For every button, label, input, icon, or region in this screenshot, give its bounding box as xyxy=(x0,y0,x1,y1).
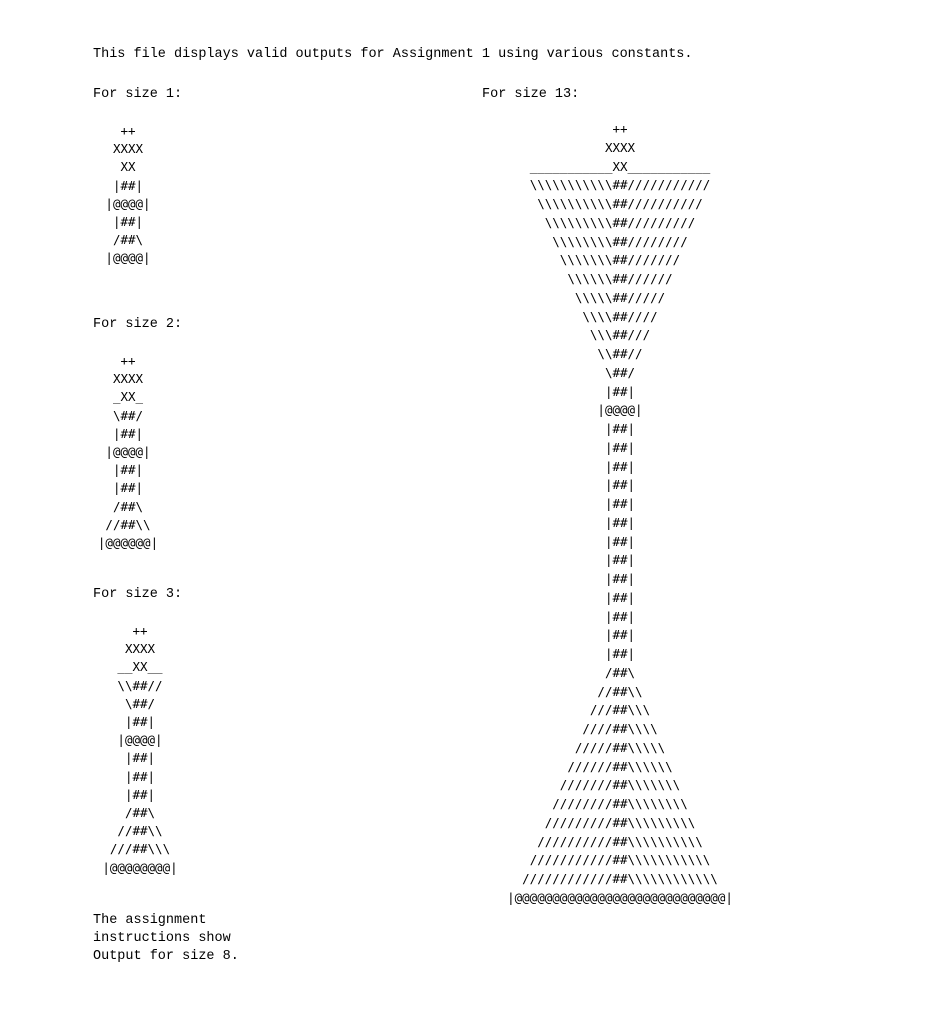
art-line: |@@@@| xyxy=(105,444,151,460)
art-line: //////////##\\\\\\\\\\ xyxy=(537,833,703,849)
art-line: /////////##\\\\\\\\\ xyxy=(544,814,696,830)
art-line: ++ xyxy=(132,623,148,638)
art-line: \##/ xyxy=(112,407,144,423)
art-line: ___________XX___________ xyxy=(529,158,711,174)
art-line: _XX_ xyxy=(112,389,144,405)
art-line: |@@@@@@| xyxy=(97,535,159,551)
art-line: |##| xyxy=(604,627,636,643)
art-line: |##| xyxy=(604,571,636,586)
art-line: \\\\\\\##/////// xyxy=(559,252,681,268)
art-line: /##\ xyxy=(124,805,156,821)
art-line: |##| xyxy=(124,714,156,730)
art-line: |##| xyxy=(604,496,636,511)
art-line: \\\\\\\\\##///////// xyxy=(544,214,696,230)
art-line: //##\\ xyxy=(105,516,151,532)
art-line: /##\ xyxy=(112,232,144,248)
heading-size-3: For size 3: xyxy=(93,587,183,602)
art-line: //##\\ xyxy=(117,823,163,839)
art-line: \##/ xyxy=(604,364,636,380)
art-line: |##| xyxy=(604,552,636,568)
art-line: |@@@@| xyxy=(105,250,151,266)
art-line: __XX__ xyxy=(117,659,163,675)
art-line: \\\\\\\\##//////// xyxy=(552,233,688,249)
art-line: |##| xyxy=(604,646,636,661)
art-line: |##| xyxy=(604,458,636,474)
ascii-art-size-1 xyxy=(84,122,172,268)
art-line: ////##\\\\ xyxy=(582,721,658,736)
art-line: ///##\\\ xyxy=(109,841,171,857)
art-line: |##| xyxy=(112,462,144,478)
art-line: /##\ xyxy=(604,664,636,680)
art-line: |##| xyxy=(604,514,636,530)
art-line: |@@@@| xyxy=(117,732,163,748)
art-line: \\\\\\##////// xyxy=(567,271,673,286)
art-line: \\##// xyxy=(117,677,163,693)
art-line: //////##\\\\\\ xyxy=(567,758,673,774)
art-line: |##| xyxy=(124,768,156,784)
art-line: ///////////##\\\\\\\\\\\ xyxy=(529,852,711,868)
art-line: XXXX xyxy=(112,371,144,387)
art-line: XXXX xyxy=(604,139,636,155)
art-line: |##| xyxy=(604,439,636,455)
note-line: The assignment xyxy=(93,913,207,928)
art-line: |##| xyxy=(124,750,156,766)
art-line: |@@@@@@@@@@@@@@@@@@@@@@@@@@@@| xyxy=(507,889,733,905)
art-line: ++ xyxy=(612,121,628,136)
art-line: |##| xyxy=(604,477,636,493)
art-line: |##| xyxy=(604,533,636,549)
ascii-art-size-13 xyxy=(470,120,770,908)
art-line: ++ xyxy=(120,123,136,138)
intro-text: This file displays valid outputs for Assignment 1 using various constants. xyxy=(93,47,693,62)
ascii-art-size-3 xyxy=(80,622,200,877)
heading-size-13: For size 13: xyxy=(482,87,580,102)
note-line: Output for size 8. xyxy=(93,949,239,964)
art-line: |##| xyxy=(604,421,636,436)
assignment-note xyxy=(93,912,239,966)
art-line: /##\ xyxy=(112,498,144,514)
art-line: |##| xyxy=(604,589,636,605)
art-line: //##\\ xyxy=(597,683,643,699)
art-line: |##| xyxy=(112,425,144,441)
art-line: ////////##\\\\\\\\ xyxy=(552,796,688,811)
art-line: |##| xyxy=(604,383,636,399)
art-line: XXXX xyxy=(124,641,156,657)
art-line: |##| xyxy=(112,177,144,193)
art-line: /////##\\\\\ xyxy=(574,739,666,755)
art-line: ///##\\\ xyxy=(589,702,651,718)
art-line: |##| xyxy=(124,786,156,802)
art-line: |##| xyxy=(112,214,144,230)
art-line: |##| xyxy=(604,608,636,624)
art-line: \\\\\\\\\\##////////// xyxy=(537,196,703,211)
heading-size-1: For size 1: xyxy=(93,87,183,102)
art-line: \\\\##//// xyxy=(582,308,658,324)
art-line: \\##// xyxy=(597,346,643,361)
heading-size-2: For size 2: xyxy=(93,317,183,332)
art-line: |@@@@| xyxy=(105,195,151,211)
art-line: \##/ xyxy=(124,695,156,711)
art-line: ////////////##\\\\\\\\\\\\ xyxy=(522,871,718,886)
art-line: XX xyxy=(120,159,136,175)
art-line: |##| xyxy=(112,480,144,496)
ascii-art-size-2 xyxy=(84,352,172,552)
art-line: |@@@@| xyxy=(597,402,643,418)
art-line: XXXX xyxy=(112,141,144,157)
art-line: \\\\\##///// xyxy=(574,289,666,305)
art-line: ++ xyxy=(120,353,136,368)
art-line: \\\\\\\\\\\##/////////// xyxy=(529,177,711,193)
art-line: \\\##/// xyxy=(589,327,651,343)
art-line: |@@@@@@@@| xyxy=(102,859,178,875)
note-line: instructions show xyxy=(93,931,231,946)
art-line: ///////##\\\\\\\ xyxy=(559,777,681,793)
